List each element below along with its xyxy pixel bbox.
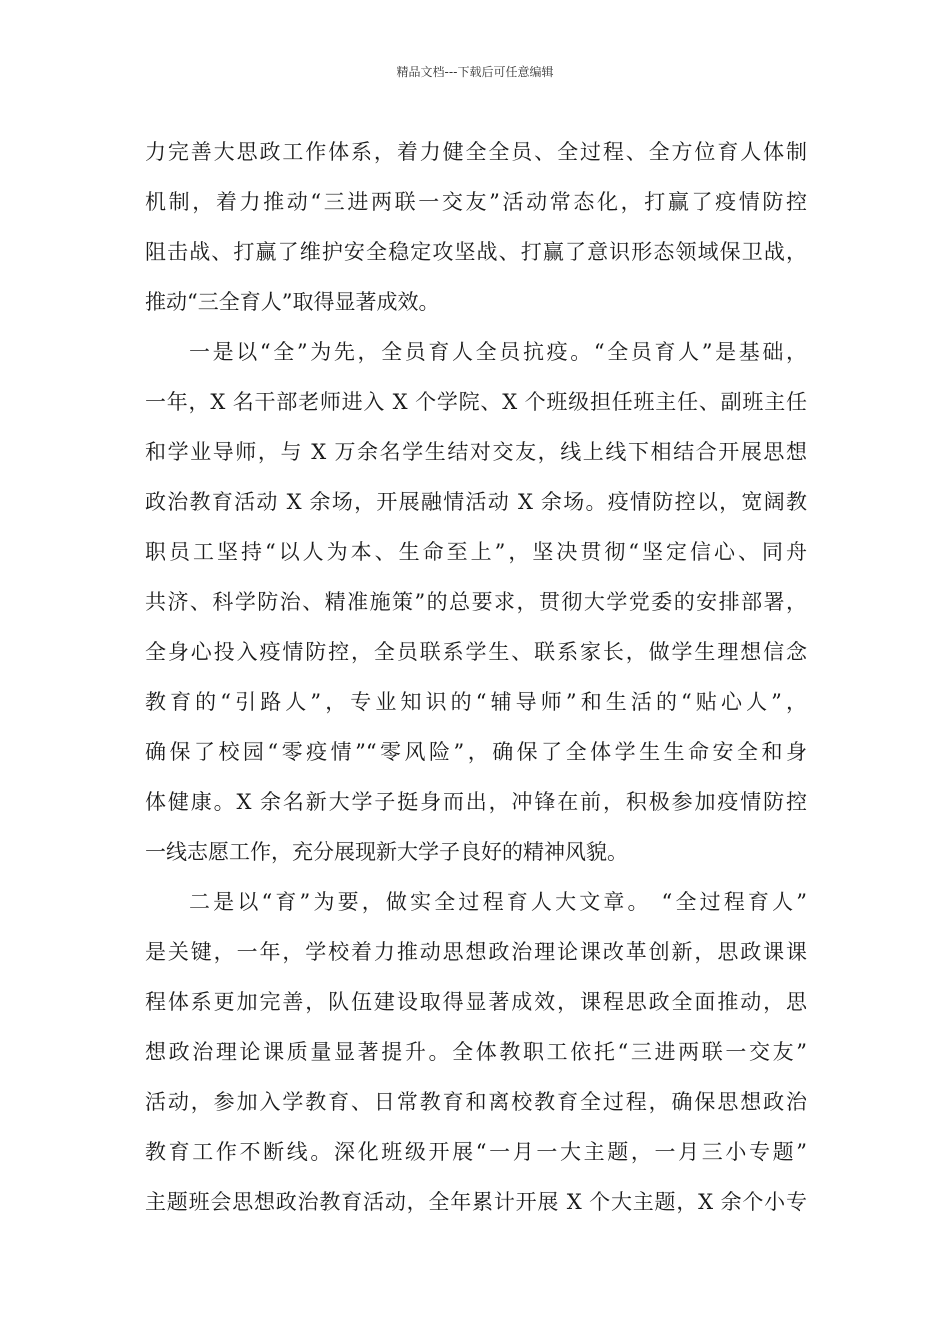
text-line: 二是以“育”为要，做实全过程育人大文章。 “全过程育人” xyxy=(189,890,807,914)
text-line: 推动“三全育人”取得显著成效。 xyxy=(145,290,440,314)
text-line: 教育的“引路人”，专业知识的“辅导师”和生活的“贴心人”， xyxy=(145,690,807,714)
text-line: 和学业导师，与 X 万余名学生结对交友，线上线下相结合开展思想 xyxy=(145,440,807,464)
text-line: 活动，参加入学教育、日常教育和离校教育全过程，确保思想政治 xyxy=(145,1090,807,1114)
text-line: 程体系更加完善，队伍建设取得显著成效，课程思政全面推动，思 xyxy=(145,990,807,1014)
text-line: 主题班会思想政治教育活动，全年累计开展 X 个大主题，X 余个小专 xyxy=(145,1190,807,1214)
text-line: 职员工坚持“以人为本、生命至上”，坚决贯彻“坚定信心、同舟 xyxy=(145,540,807,564)
text-line: 阻击战、打赢了维护安全稳定攻坚战、打赢了意识形态领域保卫战， xyxy=(145,240,807,264)
text-line: 政治教育活动 X 余场，开展融情活动 X 余场。疫情防控以，宽阔教 xyxy=(145,490,807,514)
text-line: 共济、科学防治、精准施策”的总要求，贯彻大学党委的安排部署， xyxy=(145,590,807,614)
page-header: 精品文档---下载后可任意编辑 xyxy=(396,65,554,79)
text-line: 教育工作不断线。深化班级开展“一月一大主题，一月三小专题” xyxy=(145,1140,807,1164)
text-line: 一是以“全”为先，全员育人全员抗疫。“全员育人”是基础， xyxy=(189,340,807,364)
text-line: 体健康。X 余名新大学子挺身而出，冲锋在前，积极参加疫情防控 xyxy=(145,790,807,814)
text-line: 机制，着力推动“三进两联一交友”活动常态化，打赢了疫情防控 xyxy=(145,190,807,214)
text-line: 确保了校园“零疫情”“零风险”，确保了全体学生生命安全和身 xyxy=(145,740,807,764)
text-line: 全身心投入疫情防控，全员联系学生、联系家长，做学生理想信念 xyxy=(145,640,807,664)
text-line: 力完善大思政工作体系，着力健全全员、全过程、全方位育人体制 xyxy=(145,140,807,164)
text-line: 想政治理论课质量显著提升。全体教职工依托“三进两联一交友” xyxy=(145,1040,807,1064)
text-line: 一年，X 名干部老师进入 X 个学院、X 个班级担任班主任、副班主任 xyxy=(145,390,807,414)
text-line: 一线志愿工作，充分展现新大学子良好的精神风貌。 xyxy=(145,840,628,864)
text-line: 是关键，一年，学校着力推动思想政治理论课改革创新，思政课课 xyxy=(145,940,807,964)
document-body xyxy=(145,127,807,1227)
